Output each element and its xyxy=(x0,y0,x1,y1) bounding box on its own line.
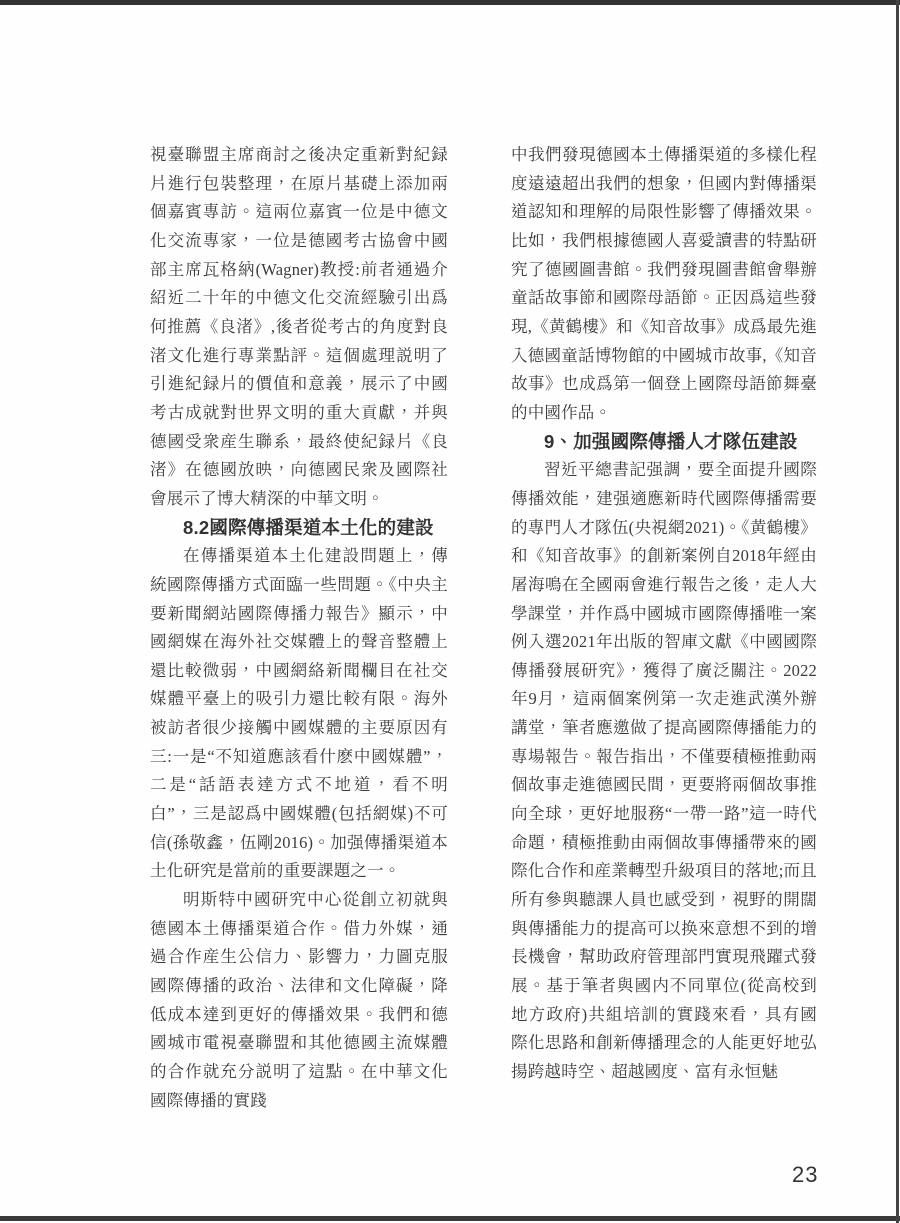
page-edge-top-line xyxy=(0,0,900,5)
body-paragraph: 在傳播渠道本土化建設問題上，傳統國際傳播方式面臨一些問題。《中央主要新聞網站國際傳播力報告》顯示，中國網媒在海外社交媒體上的聲音整體上還比較微弱，中國網絡新聞欄目在社交媒體平臺上的吸引力還比較有限。海外被訪者很少接觸中國媒體的主要原因有三:一是“不知道應該看什麽中國媒體”，二是“話語表達方式不地道，看不明白”，三是認爲中國媒體(包括網媒)不可信(孫敬鑫，伍剛2016)。加强傳播渠道本土化研究是當前的重要課題之一。 xyxy=(150,546,448,881)
text-column-left xyxy=(150,141,448,1115)
section-heading: 9、加强國際傳播人才隊伍建設 xyxy=(544,430,798,452)
page-number: 23 xyxy=(792,1162,819,1187)
body-paragraph: 視臺聯盟主席商討之後决定重新對紀録片進行包裝整理，在原片基礎上添加兩個嘉賓專訪。這兩位嘉賓一位是中德文化交流專家，一位是德國考古協會中國部主席瓦格納(Wagner)教授:前者通過介紹近二十年的中德文化交流經驗引出爲何推薦《良渚》,後者從考古的角度對良渚文化進行專業點評。這個處理説明了引進紀録片的價值和意義，展示了中國考古成就對世界文明的重大貢獻，并與德國受衆産生聯系，最終使紀録片《良渚》在德國放映，向德國民衆及國際社會展示了博大精深的中華文明。 xyxy=(150,145,448,508)
body-paragraph: 明斯特中國研究中心從創立初就與德國本土傳播渠道合作。借力外媒，通過合作産生公信力、影響力，力圖克服國際傳播的政治、法律和文化障礙，降低成本達到更好的傳播效果。我們和德國城市電視臺聯盟和其他德國主流媒體的合作就充分説明了這點。在中華文化國際傳播的實踐 xyxy=(150,890,448,1110)
page-edge-right-line xyxy=(896,0,899,1223)
page-edge-bottom-line xyxy=(0,1216,900,1221)
body-paragraph: 習近平總書記强調，要全面提升國際傳播效能，建强適應新時代國際傳播需要的專門人才隊伍(央視網2021)。《黄鶴樓》和《知音故事》的創新案例自2018年經由屠海鳴在全國兩會進行報告之後，走人大學課堂，并作爲中國城市國際傳播唯一案例入選2021年出版的智庫文獻《中國國際傳播發展研究》，獲得了廣泛關注。2022年9月，這兩個案例第一次走進武漢外辦講堂，筆者應邀做了提高國際傳播能力的專場報告。報告指出，不僅要積極推動兩個故事走進德國民間，更要將兩個故事推向全球，更好地服務“一帶一路”這一時代命題，積極推動由兩個故事傳播帶來的國際化合作和産業轉型升級項目的落地;而且所有參與聽課人員也感受到，視野的開闊與傳播能力的提高可以换來意想不到的增長機會，幫助政府管理部門實現飛躍式發展。基于筆者與國内不同單位(從高校到地方政府)共組培訓的實踐來看，具有國際化思路和創新傳播理念的人能更好地弘揚跨越時空、超越國度、富有永恒魅 xyxy=(511,460,817,1081)
section-heading: 8.2國際傳播渠道本土化的建設 xyxy=(183,516,434,538)
text-column-right xyxy=(511,141,817,1087)
body-paragraph: 中我們發現德國本土傳播渠道的多樣化程度遠遠超出我們的想象，但國内對傳播渠道認知和理解的局限性影響了傳播效果。比如，我們根據德國人喜愛讀書的特點研究了德國圖書館。我們發現圖書館會舉辦童話故事節和國際母語節。正因爲這些發現,《黄鶴樓》和《知音故事》成爲最先進入德國童話博物館的中國城市故事,《知音故事》也成爲第一個登上國際母語節舞臺的中國作品。 xyxy=(511,145,817,422)
